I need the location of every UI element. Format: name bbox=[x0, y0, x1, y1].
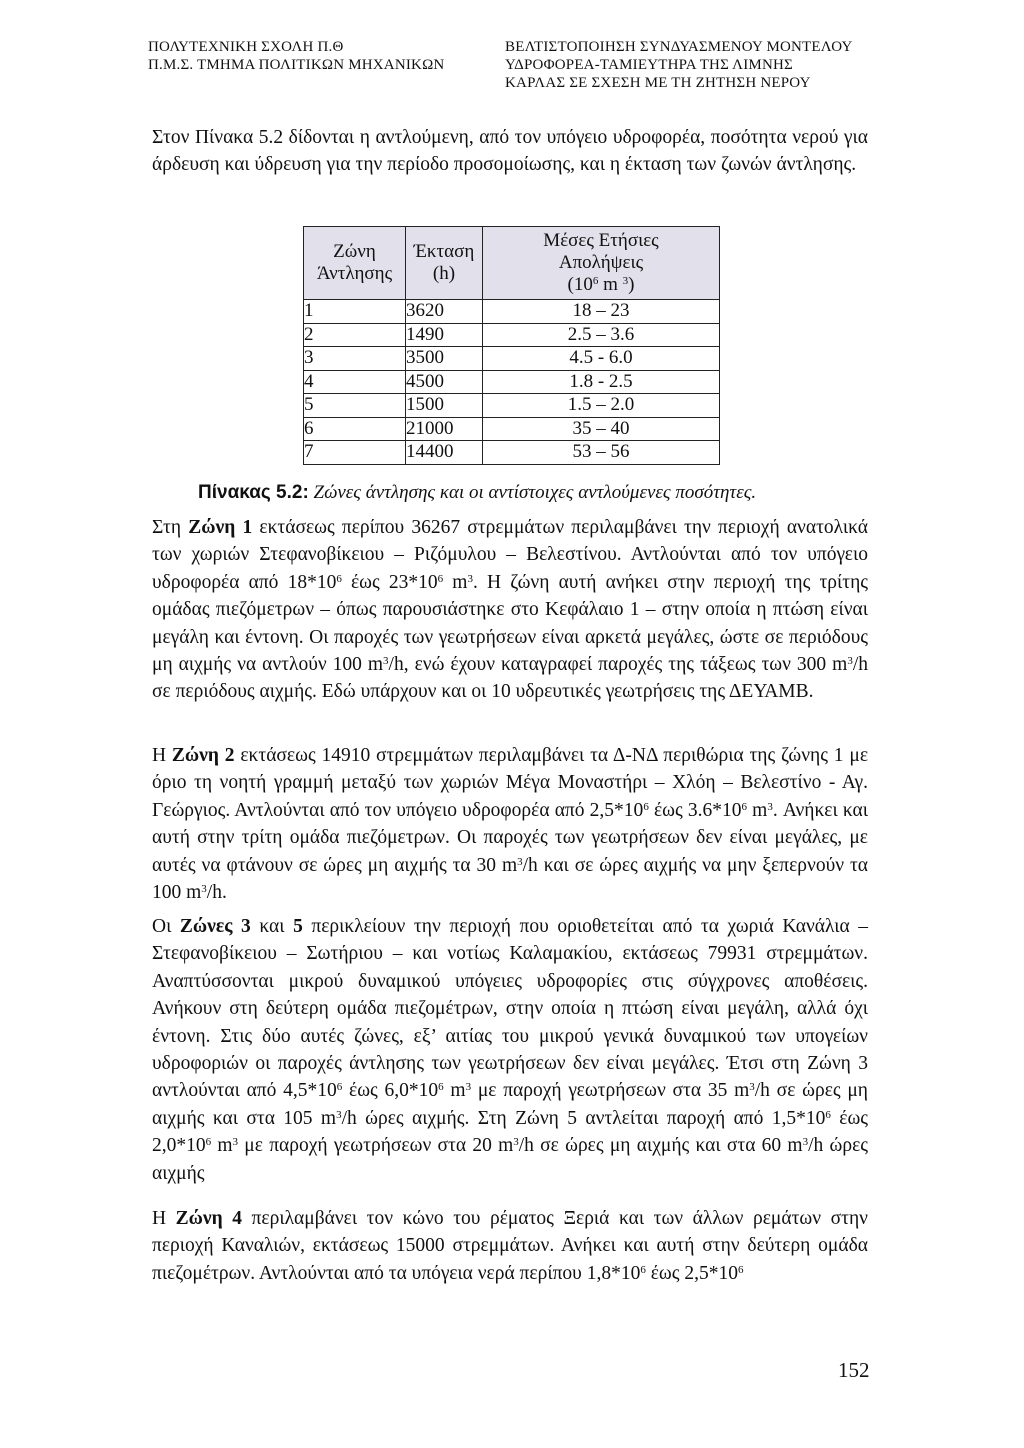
cell-area: 1500 bbox=[406, 394, 483, 418]
header-title-line3: ΚΑΡΛΑΣ ΣΕ ΣΧΕΣΗ ΜΕ ΤΗ ΖΗΤΗΣΗ ΝΕΡΟΥ bbox=[505, 75, 811, 91]
cell-range: 1.5 – 2.0 bbox=[483, 394, 720, 418]
cell-range: 2.5 – 3.6 bbox=[483, 323, 720, 347]
cell-zone: 6 bbox=[304, 417, 406, 441]
header-abstractions bbox=[483, 227, 720, 300]
header-zone-line1: Ζώνη bbox=[333, 241, 376, 262]
table-row bbox=[304, 300, 720, 324]
zone4-label: Ζώνη 4 bbox=[175, 1208, 242, 1229]
header-abs-line2: Απολήψεις bbox=[558, 252, 644, 273]
cell-range: 4.5 - 6.0 bbox=[483, 347, 720, 371]
zones-table bbox=[303, 226, 720, 465]
cell-zone: 5 bbox=[304, 394, 406, 418]
cell-range: 18 – 23 bbox=[483, 300, 720, 324]
table-row bbox=[304, 394, 720, 418]
cell-area: 3500 bbox=[406, 347, 483, 371]
header-abs-line1: Μέσες Ετήσιες bbox=[543, 230, 659, 251]
header-zone bbox=[304, 227, 406, 300]
table-row bbox=[304, 347, 720, 371]
cell-zone: 1 bbox=[304, 300, 406, 324]
zone2-label: Ζώνη 2 bbox=[171, 745, 235, 766]
zone5-label: 5 bbox=[293, 916, 303, 937]
table-row bbox=[304, 441, 720, 465]
cell-zone: 7 bbox=[304, 441, 406, 465]
cell-area: 4500 bbox=[406, 370, 483, 394]
header-title-line2: ΥΔΡΟΦΟΡΕΑ-ΤΑΜΙΕΥΤΗΡΑ ΤΗΣ ΛΙΜΝΗΣ bbox=[505, 57, 793, 73]
zone3-label: Ζώνες 3 bbox=[179, 916, 251, 937]
cell-area: 21000 bbox=[406, 417, 483, 441]
page-number: 152 bbox=[838, 1358, 870, 1382]
cell-zone: 3 bbox=[304, 347, 406, 371]
intro-paragraph bbox=[152, 124, 868, 179]
header-area-line1: Έκταση bbox=[413, 241, 475, 262]
header-title-line1: ΒΕΛΤΙΣΤΟΠΟΙΗΣΗ ΣΥΝΔΥΑΣΜΕΝΟΥ ΜΟΝΤΕΛΟΥ bbox=[505, 39, 853, 55]
zone1-label: Ζώνη 1 bbox=[188, 517, 253, 538]
caption-text: Ζώνες άντλησης και οι αντίστοιχες αντλούμενες ποσότητες. bbox=[308, 482, 757, 503]
header-left bbox=[148, 38, 444, 74]
table-caption bbox=[198, 482, 756, 504]
table-container bbox=[303, 226, 720, 465]
caption-label: Πίνακας 5.2: bbox=[198, 482, 309, 503]
cell-range: 53 – 56 bbox=[483, 441, 720, 465]
header-zone-line2: Άντλησης bbox=[316, 263, 393, 284]
zone2-paragraph: Η Ζώνη 2 εκτάσεως 14910 στρεμμάτων περιλαμβάνει τα Δ-ΝΔ περιθώρια της ζώνης 1 με όριο τη νοητή γραμμή μεταξύ των χωριών Μέγα Μοναστήρι – Χλόη – Βελεστίνο - Αγ. Γεώργιος. Αντλούνται από τον υπόγειο υδροφορέα από $2,5*10^6$ έως $3.6*10^6$ $m^3$. Ανήκει και αυτή στην τρίτη ομάδα πιεζόμετρων. Οι παροχές των γεωτρήσεων δεν είναι μεγάλες, με αυτές να φτάνουν σε ώρες μη αιχμής τα 30 $m^3/h$ και σε ώρες αιχμής να μην ξεπερνούν τα 100 $m^3/h$. bbox=[152, 745, 869, 904]
header-school: ΠΟΛΥΤΕΧΝΙΚΗ ΣΧΟΛΗ Π.Θ bbox=[148, 39, 344, 55]
cell-zone: 4 bbox=[304, 370, 406, 394]
cell-area: 3620 bbox=[406, 300, 483, 324]
cell-range: 35 – 40 bbox=[483, 417, 720, 441]
table-row bbox=[304, 417, 720, 441]
cell-zone: 2 bbox=[304, 323, 406, 347]
header-abs-unit: ($10^6$ m $^3$) bbox=[567, 274, 635, 295]
header-area-line2: (h) bbox=[432, 263, 456, 284]
header-right bbox=[505, 38, 853, 92]
table-row bbox=[304, 370, 720, 394]
table-row bbox=[304, 323, 720, 347]
cell-area: 14400 bbox=[406, 441, 483, 465]
cell-range: 1.8 - 2.5 bbox=[483, 370, 720, 394]
zone4-paragraph: Η Ζώνη 4 περιλαμβάνει τον κώνο του ρέματος Ξεριά και των άλλων ρεμάτων στην περιοχή Καναλιών, εκτάσεως 15000 στρεμμάτων. Ανήκει και αυτή στην δεύτερη ομάδα πιεζομέτρων. Αντλούνται από τα υπόγεια νερά περίπου $1,8*10^6$ έως $2,5*10^6$ bbox=[152, 1208, 868, 1284]
cell-area: 1490 bbox=[406, 323, 483, 347]
header-area bbox=[406, 227, 483, 300]
intro-text: Στον Πίνακα 5.2 δίδονται η αντλούμενη, από τον υπόγειο υδροφορέα, ποσότητα νερού για άρδευση και ύδρευση για την περίοδο προσομοίωσης, και η έκταση των ζωνών άντλησης. bbox=[152, 127, 868, 176]
zones3-5-paragraph: Οι Ζώνες 3 και 5 περικλείουν την περιοχή που οριοθετείται από τα χωριά Κανάλια – Στεφανοβίκειου – Σωτήριου – και νοτίως Καλαμακίου, εκτάσεως 79931 στρεμμάτων. Αναπτύσσονται μικρού δυναμικού υπόγειες υδροφορίες στις σύγχρονες αποθέσεις. Ανήκουν στη δεύτερη ομάδα πιεζομέτρων, στην οποία η πτώση είναι μεγάλη, αλλά όχι έντονη. Στις δύο αυτές ζώνες, εξ’ αιτίας του μικρού γενικά δυναμικού των υπογείων υδροφοριών οι παροχές άντλησης των γεωτρήσεων δεν είναι μεγάλες. Έτσι στη Ζώνη 3 αντλούνται από $4,5*10^6$ έως $6,0*10^6$ $m^3$ με παροχή γεωτρήσεων στα 35 $m^3/h$ σε ώρες μη αιχμής και στα 105 $m^3/h$ ώρες αιχμής. Στη Ζώνη 5 αντλείται παροχή από $1,5*10^6$ έως $2,0*10^6$ $m^3$ με παροχή γεωτρήσεων στα 20 $m^3/h$ σε ώρες μη αιχμής και στα 60 $m^3/h$ ώρες αιχμής bbox=[152, 916, 869, 1184]
header-department: Π.Μ.Σ. ΤΜΗΜΑ ΠΟΛΙΤΙΚΩΝ ΜΗΧΑΝΙΚΩΝ bbox=[148, 57, 445, 73]
zone1-paragraph: Στη Ζώνη 1 εκτάσεως περίπου 36267 στρεμμάτων περιλαμβάνει την περιοχή ανατολικά των χωριών Στεφανοβίκειου – Ριζόμυλου – Βελεστίνου. Αντλούνται από τον υπόγειο υδροφορέα από $18*10^6$ έως $23*10^6$ $m^3$. Η ζώνη αυτή ανήκει στην περιοχή της τρίτης ομάδας πιεζόμετρων – όπως παρουσιάστηκε στο Κεφάλαιο 1 – στην οποία η πτώση είναι μεγάλη και έντονη. Οι παροχές των γεωτρήσεων είναι αρκετά μεγάλες, ώστε σε περιόδους μη αιχμής να αντλούν 100 $m^3/h$, ενώ έχουν καταγραφεί παροχές της τάξεως των 300 $m^3/h$ σε περιόδους αιχμής. Εδώ υπάρχουν και οι 10 υδρευτικές γεωτρήσεις της ΔΕΥΑΜΒ. bbox=[152, 517, 869, 703]
table-header-row bbox=[304, 227, 720, 300]
